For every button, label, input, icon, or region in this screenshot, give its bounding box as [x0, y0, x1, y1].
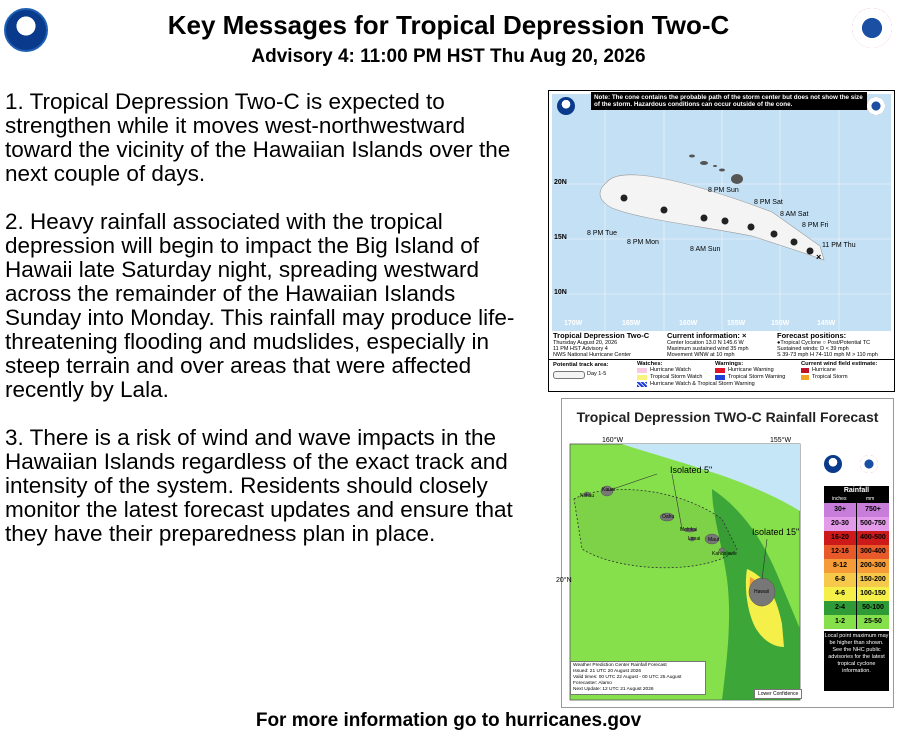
rainfall-forecast-map [556, 398, 894, 708]
cone-info-panel [549, 331, 894, 391]
forecast-positions-title: Forecast positions: [777, 331, 847, 340]
legend-inches: 12-16 [824, 545, 856, 559]
legend-mm: 500-750 [857, 517, 889, 531]
svg-text:×: × [816, 252, 822, 262]
key-message-1: 1. Tropical Depression Two-C is expected to strengthen while it moves west-northwestward toward the vicinity of the Hawaiian Islands over the next couple of days. [5, 89, 511, 186]
cone-map-ocean [552, 94, 891, 331]
legend-inches: 30+ [824, 503, 856, 517]
rain-info-3: Valid times: 00 UTC 22 August - 00 UTC 25 August [573, 675, 682, 680]
island-hawaii: Hawaii [754, 589, 770, 595]
legend-mm: 300-400 [857, 545, 889, 559]
lower-confidence-label: Lower Confidence [754, 689, 802, 699]
legend-unit-mm: mm [866, 496, 875, 502]
lon-label-155w: 155W [727, 320, 746, 327]
warning-tropical: Tropical Storm Warning [728, 374, 786, 380]
cone-noaa-icon [557, 97, 575, 115]
track-label-6: 8 PM Tue [587, 230, 617, 237]
legend-inches: 8-12 [824, 559, 856, 573]
current-location: Center location 13.0 N 145.6 W [667, 340, 744, 346]
island-molokai: Molokai [680, 527, 698, 533]
rain-info-4: Forecaster: Alamo [573, 681, 612, 686]
storm-center: NWS National Hurricane Center [553, 352, 631, 358]
legend-mm: 25-50 [857, 615, 889, 629]
cone-note: Note: The cone contains the probable path of the storm center but does not show the size of the storm. Hazardous conditions can occur outside of the cone. [591, 92, 867, 110]
island-niihau: Niihau [580, 493, 595, 499]
watch-warning-combo: Hurricane Watch & Tropical Storm Warning [650, 381, 755, 387]
forecast-winds: Sustained winds: D < 39 mph [777, 346, 849, 352]
warnings-title: Warnings: [715, 361, 744, 367]
track-label-1: 8 PM Sun [708, 187, 739, 194]
legend-mm: 150-200 [857, 573, 889, 587]
rain-lon-160w: 160°W [602, 437, 624, 444]
wind-hurricane: Hurricane [812, 367, 836, 373]
legend-mm: 400-500 [857, 531, 889, 545]
lat-label-10n: 10N [554, 289, 567, 296]
track-label-2: 8 PM Sat [754, 199, 783, 206]
footer-link-text: For more information go to hurricanes.gov [255, 710, 642, 731]
storm-name: Tropical Depression Two-C [553, 331, 650, 340]
legend-title: Rainfall [824, 486, 889, 496]
current-movement: Movement WNW at 10 mph [667, 352, 735, 358]
potential-track-swatch [553, 371, 585, 379]
rain-info-5: Next Update: 12 UTC 21 August 2026 [573, 687, 654, 692]
legend-inches: 1-2 [824, 615, 856, 629]
legend-note: Local point maximum may be higher than shown. See the NHC public advisories for the latest tropical cyclone information. [824, 631, 889, 691]
legend-mm: 200-300 [857, 559, 889, 573]
rain-info-2: Issued: 21 UTC 20 August 2026 [573, 669, 641, 674]
lon-label-170w: 170W [564, 320, 583, 327]
track-label-7: 8 PM Mon [627, 239, 659, 246]
lon-label-160w: 160W [679, 320, 698, 327]
legend-row [824, 615, 889, 629]
island-kahoolawe: Kahoolawe [712, 551, 737, 557]
cone-map-graphic [552, 94, 891, 331]
legend-inches: 4-6 [824, 587, 856, 601]
legend-row [824, 531, 889, 545]
current-info-title: Current information: × [667, 331, 747, 340]
legend-unit-inches: inches [832, 496, 847, 502]
legend-mm: 750+ [857, 503, 889, 517]
key-messages [5, 90, 520, 570]
legend-row [824, 545, 889, 559]
storm-date: Thursday August 20, 2026 [553, 340, 618, 346]
isolated-15-label: Isolated 15" [752, 527, 800, 537]
rainfall-title: Tropical Depression TWO-C Rainfall Forecast [576, 409, 879, 425]
potential-track-title: Potential track area: [553, 362, 609, 368]
key-message-3: 3. There is a risk of wind and wave impacts in the Hawaiian Islands regardless of the exact track and intensity of the system. Residents should closely monitor the latest forecast updates and ensure that they have their preparedness plan in place. [5, 425, 513, 546]
lon-label-150w: 150W [771, 320, 790, 327]
storm-advisory: 11 PM HST Advisory 4 [553, 346, 608, 352]
track-label-8: 8 AM Sun [690, 246, 721, 253]
forecast-cone-map [548, 90, 895, 392]
legend-row [824, 587, 889, 601]
wind-field-title: Current wind field estimate: [801, 361, 878, 367]
watches-title: Watches: [637, 361, 663, 367]
wind-tropical: Tropical Storm [812, 374, 848, 380]
island-oahu: Oahu [662, 514, 675, 520]
warning-hurricane: Hurricane Warning [728, 367, 774, 373]
rain-lat-20n: 20°N [556, 577, 572, 584]
day-label: Day 1-5 [587, 371, 607, 377]
track-label-3: 8 AM Sat [780, 211, 809, 218]
legend-row [824, 573, 889, 587]
current-wind: Maximum sustained wind 35 mph [667, 346, 749, 352]
key-message-2: 2. Heavy rainfall associated with the tropical depression will begin to impact the Big Island of Hawaii late Saturday night, spreading westward across the remainder of the Hawaiian Islands Sunday into Monday. This rainfall may produce life-threatening flooding and mudslides, especially in steep terrain and over areas that were affected recently by Lala. [5, 209, 515, 402]
legend-row [824, 517, 889, 531]
lat-label-20n: 20N [554, 179, 567, 186]
cone-nws-icon [867, 97, 885, 115]
watch-tropical: Tropical Storm Watch [650, 374, 703, 380]
isolated-5-label: Isolated 5" [670, 465, 713, 475]
rainfall-legend [824, 486, 889, 629]
legend-inches: 16-20 [824, 531, 856, 545]
watch-hurricane: Hurricane Watch [650, 367, 691, 373]
island-kauai: Kauai [602, 487, 615, 493]
legend-row [824, 503, 889, 517]
rain-noaa-icon [824, 455, 842, 473]
rain-info-box [570, 661, 706, 695]
forecast-types: ●Tropical Cyclone ○ Post/Potential TC [777, 340, 871, 346]
track-label-4: 8 PM Fri [802, 222, 829, 229]
island-lanai: Lanai [688, 536, 701, 542]
lon-label-145w: 145W [817, 320, 836, 327]
legend-inches: 2-4 [824, 601, 856, 615]
rain-nws-icon [860, 455, 878, 473]
rain-lon-155w: 155°W [770, 437, 792, 444]
page-title: Key Messages for Tropical Depression Two-C [167, 10, 730, 40]
legend-inches: 20-30 [824, 517, 856, 531]
lon-label-165w: 165W [622, 320, 641, 327]
forecast-scale: S 39-73 mph H 74-110 mph M > 110 mph [777, 352, 878, 358]
legend-mm: 50-100 [857, 601, 889, 615]
legend-inches: 6-8 [824, 573, 856, 587]
track-label-5: 11 PM Thu [822, 242, 856, 249]
legend-mm: 100-150 [857, 587, 889, 601]
advisory-subtitle: Advisory 4: 11:00 PM HST Thu Aug 20, 2026 [251, 46, 646, 67]
island-maui: Maui [708, 537, 719, 543]
rain-info-1: Weather Prediction Center Rainfall Forecast [573, 663, 667, 668]
legend-row [824, 601, 889, 615]
lat-label-15n: 15N [554, 234, 567, 241]
legend-row [824, 559, 889, 573]
